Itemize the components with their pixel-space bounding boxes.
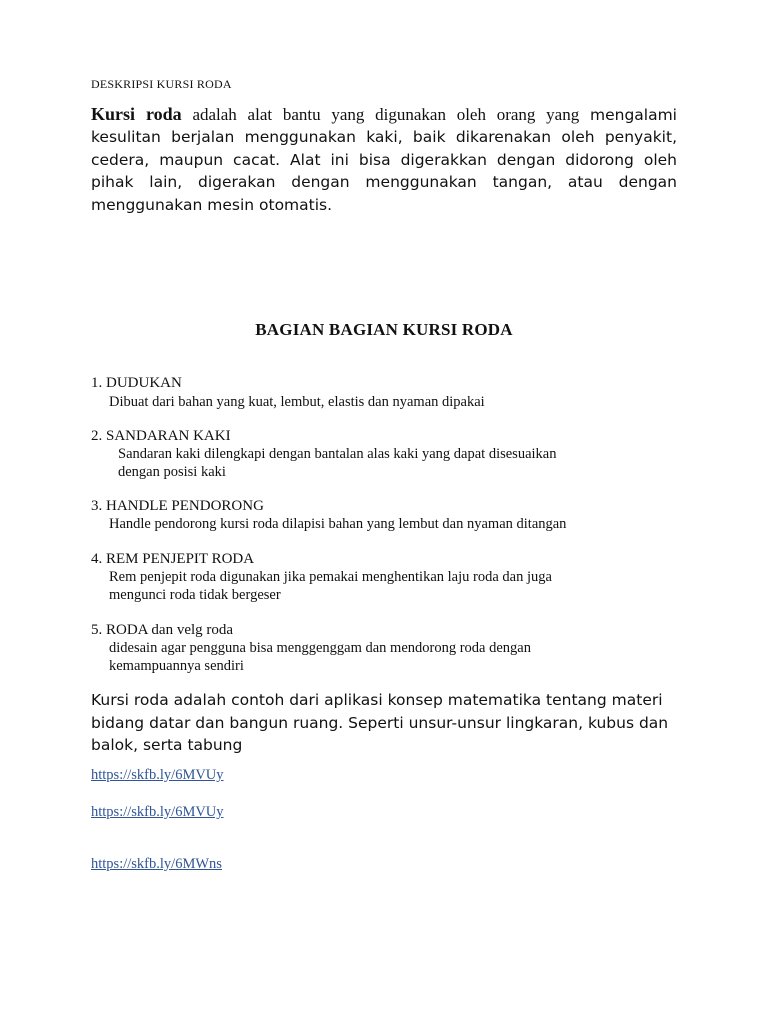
item-title-rem-penjepit: 4. REM PENJEPIT RODA [91,551,255,567]
closing-paragraph: Kursi roda adalah contoh dari aplikasi konsep matematika tentang materi bidang datar dan bangun ruang. Seperti unsur-unsur lingkaran, kubus dan balok, serta tabung [91,691,669,754]
item-desc-sandaran-kaki-1: Sandaran kaki dilengkapi dengan bantalan alas kaki yang dapat disesuaikan [118,446,557,462]
intro-lead: Kursi roda [91,104,182,124]
sketchfab-link-3[interactable]: https://skfb.ly/6MWns [91,856,222,872]
document-title: DESKRIPSI KURSI RODA [91,77,232,91]
item-desc-handle-pendorong: Handle pendorong kursi roda dilapisi bahan yang lembut dan nyaman ditangan [109,516,567,532]
item-desc-dudukan: Dibuat dari bahan yang kuat, lembut, elastis dan nyaman dipakai [109,394,485,410]
intro-rest: mengalami kesulitan berjalan menggunakan kaki, baik dikarenakan oleh penyakit, cedera, maupun cacat. Alat ini bisa digerakkan dengan didorong oleh pihak lain, digerakan dengan menggunakan tangan, atau dengan menggunakan mesin otomatis. [91,106,677,214]
item-title-handle-pendorong: 3. HANDLE PENDORONG [91,498,264,514]
item-desc-rem-penjepit-1: Rem penjepit roda digunakan jika pemakai menghentikan laju roda dan juga [109,569,552,585]
section-heading: BAGIAN BAGIAN KURSI RODA [255,320,513,339]
sketchfab-link-1[interactable]: https://skfb.ly/6MVUy [91,767,224,783]
item-title-roda: 5. RODA dan velg roda [91,622,234,638]
item-desc-sandaran-kaki-2: dengan posisi kaki [118,464,226,480]
item-desc-roda-2: kemampuannya sendiri [109,658,244,674]
item-desc-rem-penjepit-2: mengunci roda tidak bergeser [109,587,281,603]
item-desc-roda-1: didesain agar pengguna bisa menggenggam dan mendorong roda dengan [109,640,531,656]
intro-paragraph [91,103,677,216]
sketchfab-link-2[interactable]: https://skfb.ly/6MVUy [91,804,224,820]
intro-line1: adalah alat bantu yang digunakan oleh orang yang [181,105,580,124]
item-title-sandaran-kaki: 2. SANDARAN KAKI [91,428,231,444]
item-title-dudukan: 1. DUDUKAN [91,375,182,391]
